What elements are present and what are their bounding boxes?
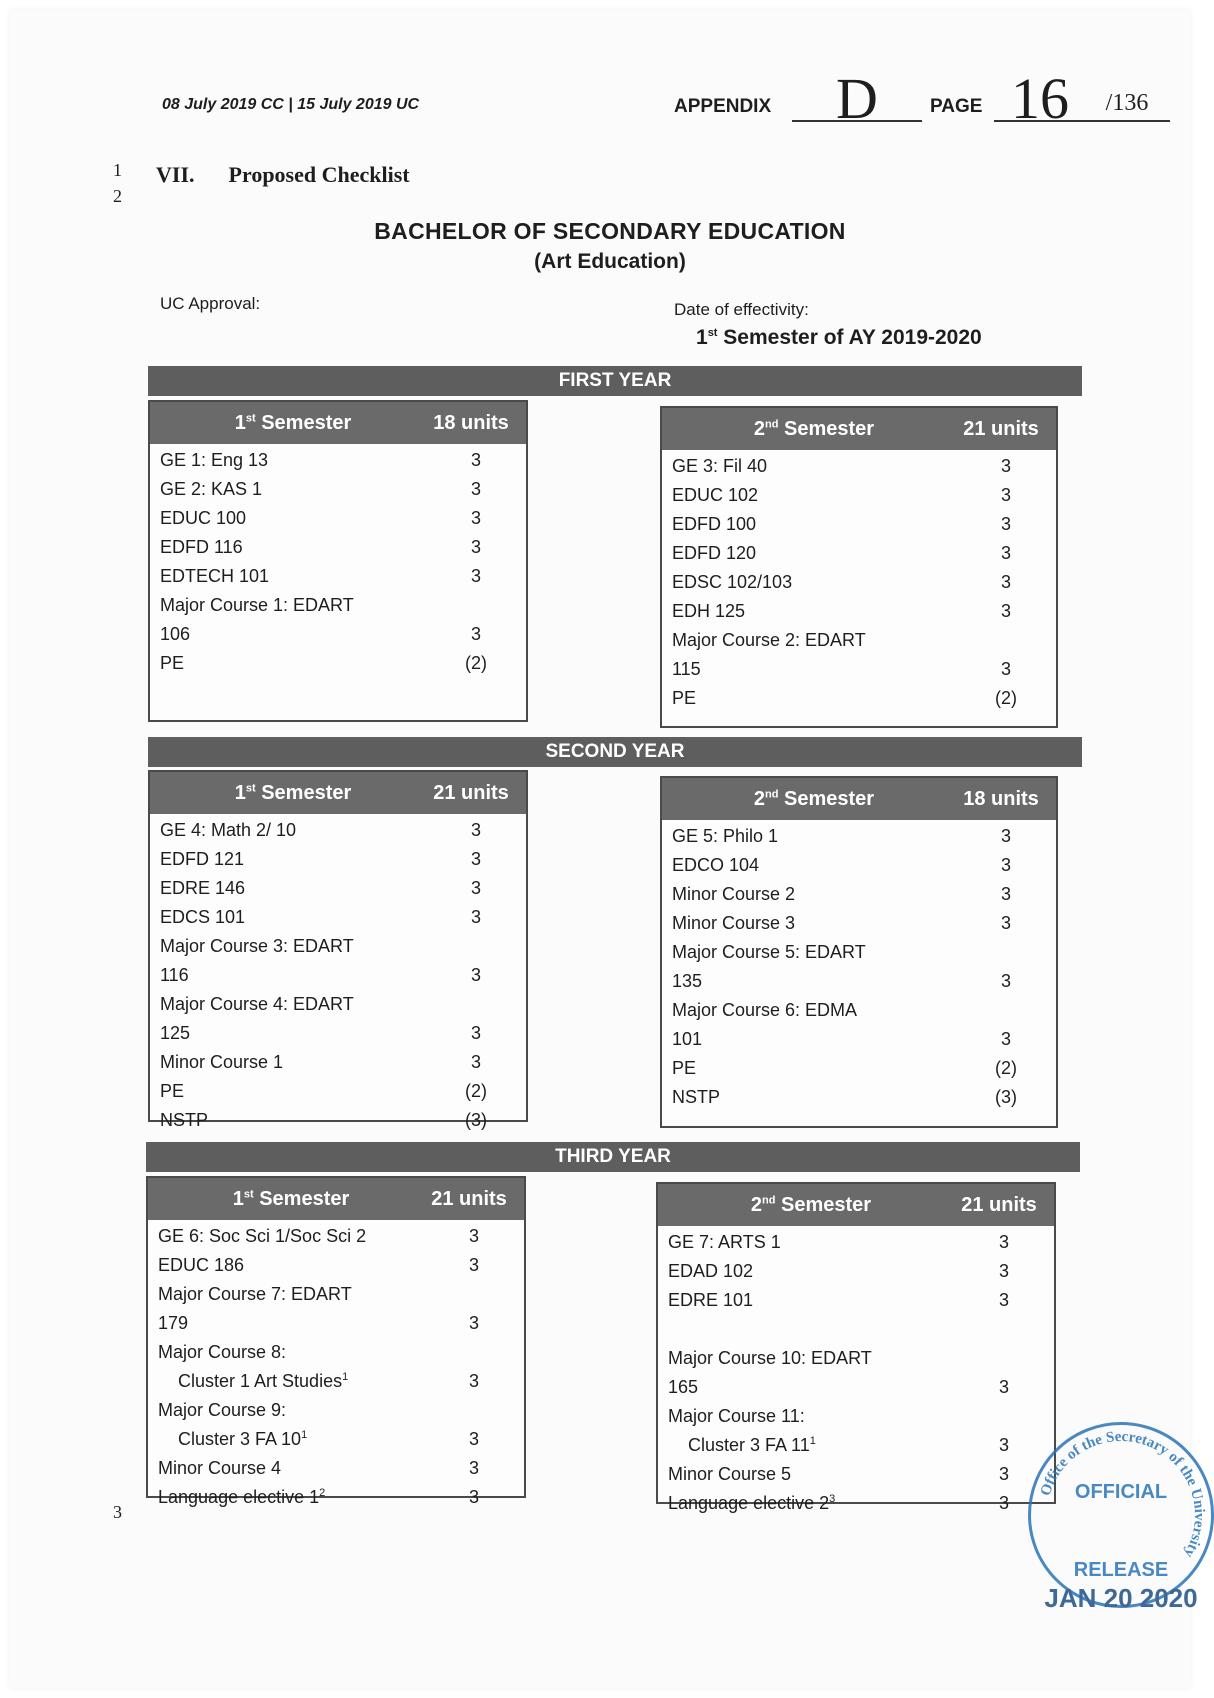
page-value-line bbox=[994, 66, 1086, 131]
course-units: 3 bbox=[468, 1429, 479, 1449]
course-units: 3 bbox=[998, 1261, 1009, 1281]
stamp-ring-text: Office of the Secretary of the University bbox=[1037, 1428, 1208, 1561]
year-band-first: FIRST YEAR bbox=[148, 366, 1082, 396]
course-row bbox=[672, 481, 1056, 510]
course-units: 3 bbox=[470, 1052, 481, 1072]
program-subtitle: (Art Education) bbox=[534, 250, 686, 273]
course-name: Language elective $1^2$ bbox=[158, 1487, 326, 1507]
semester-header: 2nd Semester 18 units bbox=[662, 778, 1056, 820]
course-units: 3 bbox=[470, 450, 481, 470]
semester-box-y1-s1 bbox=[148, 400, 528, 722]
course-name: EDCS 101 bbox=[160, 907, 246, 927]
course-row bbox=[160, 874, 526, 903]
course-row bbox=[160, 990, 526, 1019]
course-row bbox=[158, 1454, 524, 1483]
line-number-1: 1 bbox=[113, 160, 122, 180]
semester-box-y3-s1 bbox=[146, 1176, 526, 1507]
stamp-date: JAN 20 2020 bbox=[1044, 1583, 1198, 1613]
course-list bbox=[662, 820, 1056, 1112]
course-name-continued: 165 bbox=[668, 1377, 699, 1397]
course-units: 3 bbox=[470, 537, 481, 557]
course-units: 3 bbox=[1000, 1029, 1011, 1049]
line-number-3: 3 bbox=[113, 1502, 122, 1522]
course-row bbox=[672, 938, 1056, 967]
course-row bbox=[160, 562, 526, 591]
course-row bbox=[672, 568, 1056, 597]
course-units: 3 bbox=[1000, 855, 1011, 875]
section-title: Proposed Checklist bbox=[228, 162, 410, 187]
header-appendix-page bbox=[674, 64, 1194, 131]
appendix-value-line bbox=[792, 66, 922, 131]
course-name: NSTP bbox=[160, 1110, 209, 1130]
course-units: 3 bbox=[998, 1377, 1009, 1397]
course-units: 3 bbox=[470, 566, 481, 586]
course-name: GE 1: Eng 13 bbox=[160, 450, 269, 470]
course-units: 3 bbox=[470, 479, 481, 499]
course-name: PE bbox=[672, 688, 697, 708]
course-row bbox=[668, 1489, 1054, 1518]
course-row bbox=[668, 1402, 1054, 1431]
course-row bbox=[668, 1228, 1054, 1257]
course-units: 3 bbox=[468, 1255, 479, 1275]
course-units: 3 bbox=[998, 1435, 1009, 1455]
course-row-continued bbox=[672, 967, 1056, 996]
semester-units: 21 units bbox=[961, 1193, 1037, 1216]
uc-approval-label: UC Approval: bbox=[160, 294, 261, 313]
section-number: VII. bbox=[156, 162, 195, 187]
course-units: 3 bbox=[470, 965, 481, 985]
page-value: 16 bbox=[1011, 66, 1069, 131]
course-name: PE bbox=[160, 1081, 185, 1101]
course-name: EDRE 101 bbox=[668, 1290, 754, 1310]
course-row bbox=[158, 1251, 524, 1280]
course-name-continued: 135 bbox=[672, 971, 703, 991]
semester-header: 2nd Semester 21 units bbox=[662, 408, 1056, 450]
course-row bbox=[668, 1315, 1054, 1344]
course-name: Major Course 4: EDART bbox=[160, 994, 354, 1014]
course-row bbox=[672, 822, 1056, 851]
line-number-2: 2 bbox=[113, 186, 122, 206]
course-name-continued: 125 bbox=[160, 1023, 191, 1043]
course-name: EDCO 104 bbox=[672, 855, 760, 875]
course-units: 3 bbox=[468, 1458, 479, 1478]
appendix-label: APPENDIX bbox=[674, 96, 772, 117]
course-row bbox=[158, 1396, 524, 1425]
course-units: 3 bbox=[1000, 913, 1011, 933]
svg-text:Office of the Secretary of the bbox=[1038, 1429, 1207, 1561]
document-page bbox=[10, 10, 1208, 1688]
course-row-continued bbox=[668, 1431, 1054, 1460]
course-name: EDFD 121 bbox=[160, 849, 245, 869]
course-name: Major Course 11: bbox=[668, 1406, 805, 1426]
course-name: PE bbox=[672, 1058, 697, 1078]
course-row bbox=[672, 996, 1056, 1025]
course-name: EDSC 102/103 bbox=[672, 572, 793, 592]
course-name: Major Course 6: EDMA bbox=[672, 1000, 858, 1020]
course-units: 3 bbox=[1000, 971, 1011, 991]
course-units: 3 bbox=[470, 907, 481, 927]
course-row bbox=[160, 446, 526, 475]
semester-box-y2-s1 bbox=[148, 770, 528, 1130]
stamp-line-official: OFFICIAL bbox=[1074, 1481, 1168, 1503]
semester-units: 18 units bbox=[963, 787, 1039, 810]
course-units: 3 bbox=[998, 1290, 1009, 1310]
course-name: EDTECH 101 bbox=[160, 566, 270, 586]
course-row bbox=[672, 1083, 1056, 1112]
course-list bbox=[150, 814, 526, 1135]
course-units: 3 bbox=[1000, 456, 1011, 476]
course-units: 3 bbox=[1000, 884, 1011, 904]
course-name: EDFD 116 bbox=[160, 537, 243, 557]
semester-units: 18 units bbox=[433, 411, 509, 434]
course-row bbox=[160, 1048, 526, 1077]
course-name: PE bbox=[160, 653, 185, 673]
course-name: EDRE 146 bbox=[160, 878, 246, 898]
course-units: 3 bbox=[1000, 826, 1011, 846]
course-row bbox=[672, 539, 1056, 568]
course-list bbox=[148, 1220, 524, 1512]
course-row bbox=[160, 504, 526, 533]
header-dates: 08 July 2019 CC | 15 July 2019 UC bbox=[162, 96, 420, 113]
course-name: EDFD 120 bbox=[672, 543, 757, 563]
course-row-continued bbox=[158, 1309, 524, 1338]
course-units: 3 bbox=[1000, 601, 1011, 621]
course-name: Major Course 7: EDART bbox=[158, 1284, 352, 1304]
year-band-third: THIRD YEAR bbox=[146, 1142, 1080, 1172]
course-name: EDUC 100 bbox=[160, 508, 247, 528]
course-row bbox=[160, 591, 526, 620]
course-name: EDFD 100 bbox=[672, 514, 757, 534]
course-units: 3 bbox=[1000, 543, 1011, 563]
course-row bbox=[160, 1106, 526, 1135]
course-units: (3) bbox=[995, 1087, 1017, 1107]
course-row-continued bbox=[672, 655, 1056, 684]
course-row bbox=[160, 1077, 526, 1106]
course-row bbox=[668, 1257, 1054, 1286]
semester-header: 1st Semester 18 units bbox=[150, 402, 526, 444]
course-name: GE 5: Philo 1 bbox=[672, 826, 779, 846]
course-name: GE 3: Fil 40 bbox=[672, 456, 768, 476]
course-name-continued: Cluster 1 Art Studies$^1$ bbox=[178, 1371, 349, 1391]
course-row bbox=[672, 684, 1056, 713]
course-units: 3 bbox=[1000, 485, 1011, 505]
course-name-continued: 115 bbox=[672, 659, 701, 679]
course-row-continued bbox=[160, 1019, 526, 1048]
course-row bbox=[672, 452, 1056, 481]
course-row bbox=[668, 1344, 1054, 1373]
course-name: Major Course 10: EDART bbox=[668, 1348, 872, 1368]
course-name: EDUC 102 bbox=[672, 485, 759, 505]
course-name: NSTP bbox=[672, 1087, 721, 1107]
course-name-continued: Cluster 3 FA $10^1$ bbox=[178, 1429, 308, 1449]
course-row bbox=[158, 1483, 524, 1512]
course-row bbox=[160, 533, 526, 562]
course-list bbox=[658, 1226, 1054, 1518]
course-name: Minor Course 3 bbox=[672, 913, 796, 933]
course-name-continued: 101 bbox=[672, 1029, 703, 1049]
course-row bbox=[672, 597, 1056, 626]
course-name-continued: 116 bbox=[160, 965, 189, 985]
course-row bbox=[672, 1054, 1056, 1083]
appendix-value: D bbox=[836, 66, 878, 131]
course-name: GE 4: Math 2/ 10 bbox=[160, 820, 297, 840]
course-units: (2) bbox=[995, 1058, 1017, 1078]
course-units: 3 bbox=[998, 1493, 1009, 1513]
course-units: 3 bbox=[470, 508, 481, 528]
semester-units: 21 units bbox=[431, 1187, 507, 1210]
course-name: Language elective $2^3$ bbox=[668, 1493, 836, 1513]
course-name-continued: 179 bbox=[158, 1313, 189, 1333]
course-name: Minor Course 4 bbox=[158, 1458, 282, 1478]
course-row bbox=[672, 880, 1056, 909]
course-row-continued bbox=[672, 1025, 1056, 1054]
semester-box-y3-s2 bbox=[656, 1182, 1056, 1513]
section-heading bbox=[156, 162, 410, 188]
course-name: GE 6: Soc Sci 1/Soc Sci 2 bbox=[158, 1226, 367, 1246]
course-row bbox=[160, 932, 526, 961]
course-units: 3 bbox=[998, 1232, 1009, 1252]
course-units: 3 bbox=[1000, 514, 1011, 534]
course-units: (2) bbox=[465, 1081, 487, 1101]
semester-header: 2nd Semester 21 units bbox=[658, 1184, 1054, 1226]
course-row-continued bbox=[160, 961, 526, 990]
course-units: 3 bbox=[1000, 659, 1011, 679]
course-name: Major Course 3: EDART bbox=[160, 936, 354, 956]
course-name: Minor Course 5 bbox=[668, 1464, 792, 1484]
course-row bbox=[160, 649, 526, 678]
semester-box-y2-s2 bbox=[660, 776, 1058, 1128]
course-units: 3 bbox=[998, 1464, 1009, 1484]
course-list bbox=[662, 450, 1056, 713]
course-name-continued: Cluster 3 FA $11^1$ bbox=[688, 1435, 816, 1455]
course-units: 3 bbox=[470, 849, 481, 869]
course-name: Minor Course 1 bbox=[160, 1052, 284, 1072]
course-name: GE 7: ARTS 1 bbox=[668, 1232, 781, 1252]
course-units: 3 bbox=[1000, 572, 1011, 592]
stamp-line-release: RELEASE bbox=[1073, 1559, 1169, 1581]
course-units: 3 bbox=[470, 624, 481, 644]
course-row bbox=[668, 1460, 1054, 1489]
course-row bbox=[672, 909, 1056, 938]
course-name: Minor Course 2 bbox=[672, 884, 796, 904]
course-units: 3 bbox=[468, 1371, 479, 1391]
course-row bbox=[668, 1286, 1054, 1315]
page-total: /136 bbox=[1105, 90, 1149, 116]
page-label: PAGE bbox=[930, 96, 983, 117]
effectivity-value: 1st Semester of AY 2019-2020 bbox=[696, 326, 982, 349]
effectivity-label: Date of effectivity: bbox=[674, 300, 809, 319]
course-units: (2) bbox=[465, 653, 487, 673]
page-total-line bbox=[1084, 90, 1170, 122]
semester-header: 1st Semester 21 units bbox=[150, 772, 526, 814]
course-row bbox=[672, 626, 1056, 655]
stamp-ring bbox=[1031, 1425, 1211, 1605]
course-row bbox=[160, 475, 526, 504]
course-name: Major Course 2: EDART bbox=[672, 630, 866, 650]
course-name: GE 2: KAS 1 bbox=[160, 479, 263, 499]
course-units: (2) bbox=[995, 688, 1017, 708]
course-name: EDAD 102 bbox=[668, 1261, 754, 1281]
course-name-continued: 106 bbox=[160, 624, 191, 644]
course-name: Major Course 5: EDART bbox=[672, 942, 866, 962]
semester-units: 21 units bbox=[433, 781, 509, 804]
course-row bbox=[158, 1280, 524, 1309]
course-name: EDH 125 bbox=[672, 601, 746, 621]
course-row-continued bbox=[160, 620, 526, 649]
course-units: (3) bbox=[465, 1110, 487, 1130]
course-row-continued bbox=[158, 1367, 524, 1396]
course-row bbox=[158, 1338, 524, 1367]
semester-box-y1-s2 bbox=[660, 406, 1058, 728]
course-name bbox=[668, 1315, 954, 1344]
course-row bbox=[158, 1222, 524, 1251]
course-units: 3 bbox=[468, 1313, 479, 1333]
program-title: BACHELOR OF SECONDARY EDUCATION bbox=[374, 218, 846, 244]
course-units: 3 bbox=[468, 1487, 479, 1507]
year-band-second: SECOND YEAR bbox=[148, 737, 1082, 767]
course-name: Major Course 1: EDART bbox=[160, 595, 354, 615]
course-row bbox=[672, 851, 1056, 880]
course-row bbox=[672, 510, 1056, 539]
official-release-stamp bbox=[1028, 1422, 1214, 1613]
course-name: Major Course 8: bbox=[158, 1342, 287, 1362]
course-units: 3 bbox=[468, 1226, 479, 1246]
course-row bbox=[160, 903, 526, 932]
semester-header: 1st Semester 21 units bbox=[148, 1178, 524, 1220]
course-list bbox=[150, 444, 526, 678]
course-row bbox=[160, 845, 526, 874]
course-row bbox=[160, 816, 526, 845]
course-name: Major Course 9: bbox=[158, 1400, 287, 1420]
course-units: 3 bbox=[470, 1023, 481, 1043]
course-row-continued bbox=[668, 1373, 1054, 1402]
course-units: 3 bbox=[470, 878, 481, 898]
semester-units: 21 units bbox=[963, 417, 1039, 440]
course-name: EDUC 186 bbox=[158, 1255, 245, 1275]
course-row-continued bbox=[158, 1425, 524, 1454]
course-units: 3 bbox=[470, 820, 481, 840]
